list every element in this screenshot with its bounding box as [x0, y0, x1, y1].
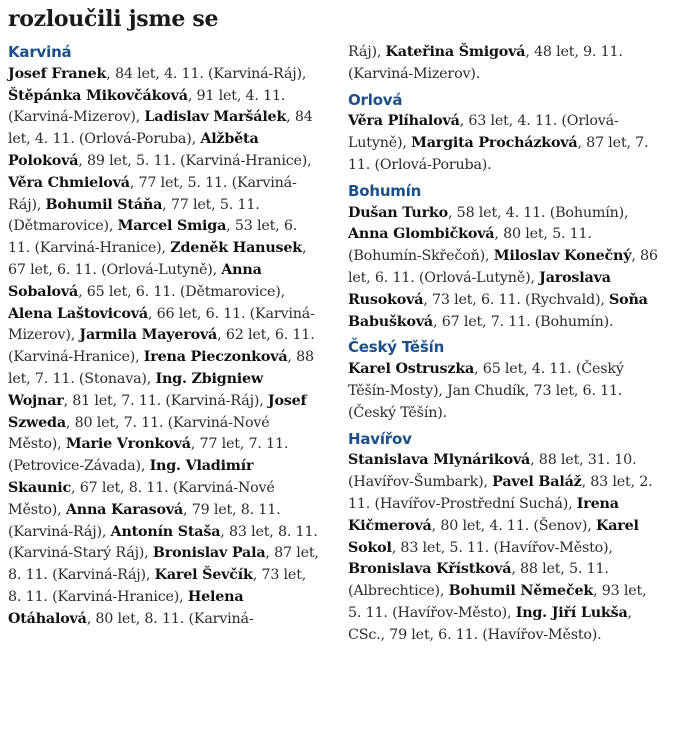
deceased-detail: , 88 let, 31. 10. (Havířov-Šumbark),	[348, 452, 637, 491]
deceased-detail: , 63 let, 4. 11. (Orlová-Lutyně),	[348, 113, 619, 152]
deceased-detail: , 88 let, 7. 11. (Stonava),	[8, 349, 314, 387]
deceased-name: Kateřina Šmigová	[385, 44, 526, 60]
deceased-detail: , 66 let, 6. 11. (Karviná-Mizerov),	[8, 305, 315, 344]
deceased-name: Dušan Turko	[348, 204, 448, 221]
deceased-detail: , 67 let, 6. 11. (Orlová-Lutyně),	[8, 240, 307, 278]
deceased-detail: , 58 let, 4. 11. (Bohumín),	[447, 204, 629, 221]
deceased-detail: , 65 let, 6. 11. (Dětmarovice),	[78, 283, 286, 300]
deceased-name: Karel Ostruszka	[348, 361, 475, 378]
deceased-name: Věra Plíhalová	[348, 113, 460, 130]
section-heading: Karviná	[8, 43, 72, 61]
deceased-detail: , 81 let, 7. 11. (Karviná-Ráj),	[63, 392, 268, 409]
deceased-name: Ing. Vladimír Skaunic	[8, 458, 254, 496]
page-title: rozloučili jsme se	[8, 6, 219, 32]
deceased-detail: , 84 let, 4. 11. (Karviná-Ráj),	[106, 65, 307, 82]
deceased-detail: , 83 let, 5. 11. (Havířov-Město),	[391, 539, 613, 556]
deceased-detail: Ráj),	[348, 44, 386, 60]
section-entries	[348, 359, 662, 424]
deceased-detail: , 80 let, 4. 11. (Šenov),	[431, 517, 596, 534]
deceased-name: Soňa Babušková	[348, 291, 648, 330]
section-heading: Český Těšín	[348, 338, 445, 357]
deceased-detail: , 79 let, 8. 11. (Karviná-Ráj),	[8, 501, 281, 540]
deceased-name: Anna Karasová	[65, 501, 184, 518]
deceased-name: Bronislava Křístková	[348, 561, 512, 578]
deceased-detail: , 48 let, 9. 11. (Karviná-Mizerov).	[348, 44, 623, 82]
deceased-detail: , 84 let, 4. 11. (Orlová-Poruba),	[8, 109, 313, 148]
deceased-name: Anna Sobalová	[8, 261, 262, 300]
section-heading: Bohumín	[348, 181, 422, 200]
deceased-name: Helena Otáhalová	[8, 588, 244, 627]
column-left	[8, 42, 322, 651]
deceased-name: Irena Kičmerová	[348, 495, 619, 534]
deceased-name: Josef Szweda	[8, 392, 307, 431]
deceased-detail: , 89 let, 5. 11. (Karviná-Hranice),	[78, 152, 312, 169]
deceased-detail: , 87 let, 7. 11. (Orlová-Poruba).	[348, 135, 649, 173]
deceased-name: Pavel Baláž	[492, 474, 582, 491]
section-entries	[348, 203, 662, 334]
deceased-detail: , 73 let, 8. 11. (Karviná-Hranice),	[8, 567, 307, 605]
deceased-name: Štěpánka Mikovčáková	[8, 87, 188, 104]
section-entries	[348, 42, 662, 86]
deceased-detail: , 62 let, 6. 11. (Karviná-Hranice),	[8, 327, 315, 366]
deceased-detail: , 80 let, 7. 11. (Karviná-Nové Město),	[8, 414, 270, 453]
deceased-name: Stanislava Mlynáriková	[348, 452, 531, 469]
deceased-name: Bronislav Pala	[152, 545, 266, 562]
deceased-detail: , CSc., 79 let, 6. 11. (Havířov-Město).	[348, 604, 632, 643]
deceased-detail: , 77 let, 7. 11. (Petrovice-Závada),	[8, 436, 289, 475]
deceased-name: Josef Franek	[8, 65, 107, 82]
deceased-name: Margita Procházková	[411, 135, 578, 152]
column-right	[348, 42, 662, 651]
deceased-name: Věra Chmielová	[8, 174, 130, 191]
deceased-detail: , 91 let, 4. 11. (Karviná-Mizerov),	[8, 87, 286, 126]
deceased-detail: , 83 let, 8. 11. (Karviná-Starý Ráj),	[8, 523, 318, 562]
deceased-detail: , 88 let, 5. 11. (Albrechtice),	[348, 561, 609, 600]
deceased-name: Marie Vronková	[65, 436, 191, 453]
section-heading: Havířov	[348, 429, 412, 448]
deceased-name: Alena Laštovicová	[8, 305, 148, 322]
deceased-name: Irena Pieczonková	[143, 349, 288, 366]
deceased-detail: , 67 let, 7. 11. (Bohumín).	[433, 313, 614, 330]
deceased-detail: , 86 let, 6. 11. (Orlová-Lutyně),	[348, 248, 658, 286]
deceased-detail: , 53 let, 6. 11. (Karviná-Hranice),	[8, 218, 298, 257]
deceased-name: Jaroslava Rusoková	[348, 269, 611, 308]
section-entries	[348, 111, 662, 176]
deceased-name: Antonín Staša	[110, 523, 221, 540]
deceased-detail: , 65 let, 4. 11. (Český Těšín-Mosty), Jan Chudík, 73 let, 6. 11. (Český Těšín).	[348, 361, 624, 421]
deceased-name: Karel Sokol	[348, 517, 639, 556]
deceased-name: Alžběta Poloková	[8, 131, 259, 169]
deceased-detail: , 77 let, 5. 11. (Karviná-Ráj),	[8, 174, 297, 213]
deceased-name: Jarmila Mayerová	[79, 327, 218, 344]
section-heading: Orlová	[348, 90, 403, 109]
section-entries	[8, 64, 322, 631]
deceased-detail: , 80 let, 5. 11. (Bohumín-Skřečoň),	[348, 226, 592, 265]
deceased-name: Ing. Zbigniew Wojnar	[8, 370, 263, 409]
deceased-detail: , 73 let, 6. 11. (Rychvald),	[423, 291, 610, 308]
deceased-name: Bohumil Němeček	[448, 583, 594, 600]
deceased-detail: , 93 let, 5. 11. (Havířov-Město),	[348, 583, 647, 621]
deceased-name: Anna Glombičková	[348, 226, 495, 243]
section-entries	[348, 450, 662, 646]
deceased-detail: , 77 let, 5. 11. (Dětmarovice),	[8, 196, 260, 235]
deceased-detail: , 80 let, 8. 11. (Karviná-	[86, 610, 254, 627]
deceased-name: Marcel Smiga	[117, 218, 227, 235]
deceased-detail: , 67 let, 8. 11. (Karviná-Nové Město),	[8, 479, 275, 518]
deceased-detail: , 87 let, 8. 11. (Karviná-Ráj),	[8, 545, 319, 584]
deceased-name: Karel Ševčík	[154, 567, 253, 584]
deceased-name: Miloslav Konečný	[493, 248, 632, 265]
deceased-name: Bohumil Stáňa	[45, 196, 163, 213]
deceased-name: Ladislav Maršálek	[144, 109, 287, 126]
deceased-name: Ing. Jiří Lukša	[515, 604, 628, 621]
columns	[8, 42, 670, 651]
deceased-name: Zdeněk Hanusek	[170, 240, 302, 257]
deceased-detail: , 83 let, 2. 11. (Havířov-Prostřední Suchá),	[348, 474, 653, 512]
